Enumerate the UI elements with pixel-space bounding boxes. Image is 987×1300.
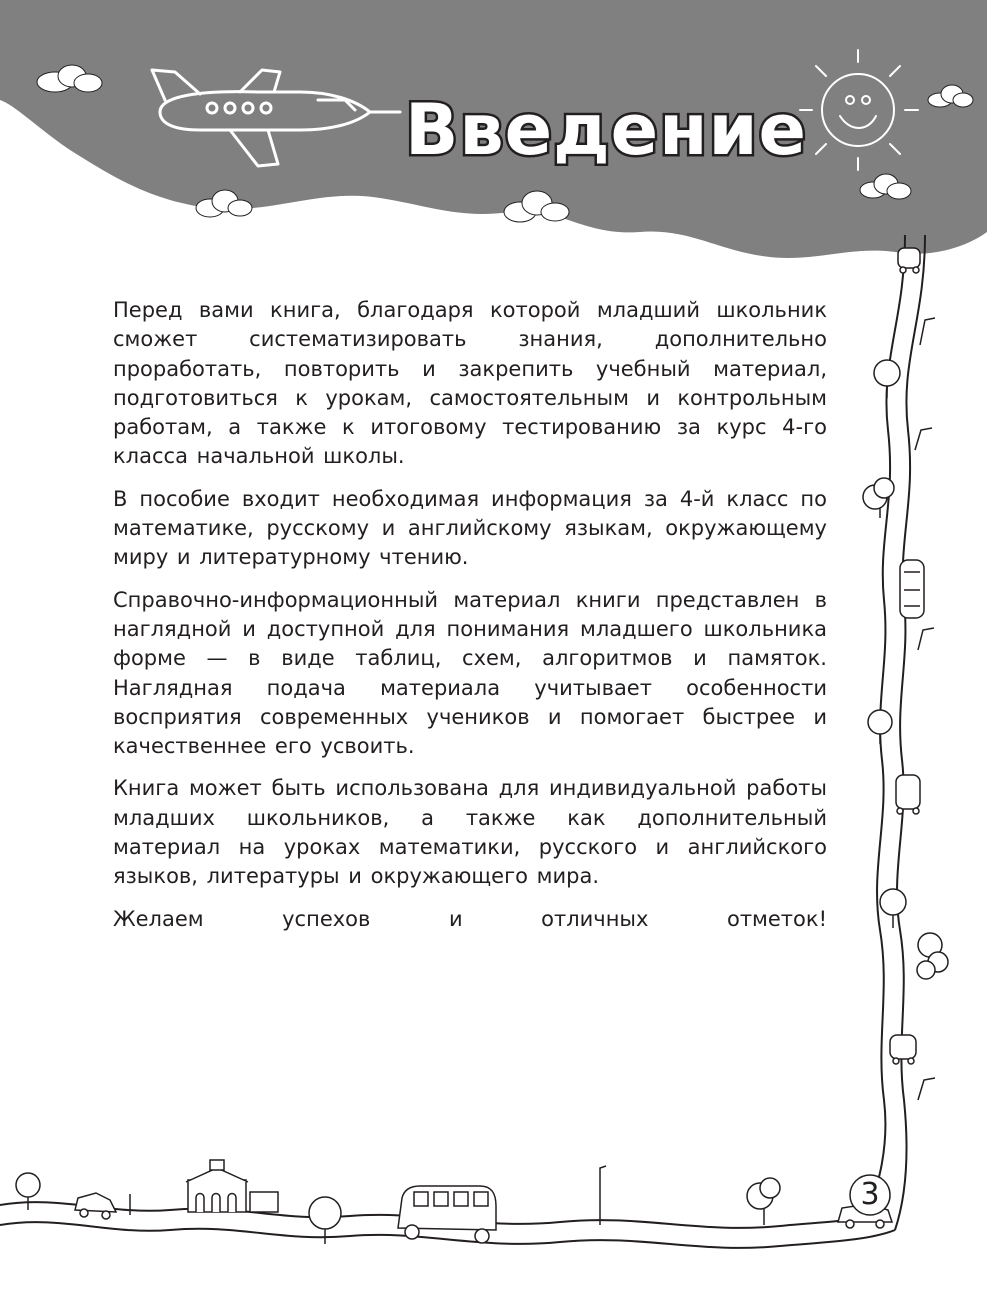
car-icon bbox=[898, 248, 920, 273]
intro-text bbox=[113, 296, 827, 947]
paragraph-2: В пособие входит необходимая информация за 4-й класс по математике, русскому и английскому языкам, окружающему миру и литературному чтению. bbox=[113, 486, 827, 570]
tree-icon bbox=[747, 1178, 780, 1225]
bus-icon bbox=[398, 1186, 496, 1243]
paragraph-4: Книга может быть использована для индивидуальной работы младших школьников, а также как дополнительный материал на уроках математики, русского и английского языков, литературы и окружающего мира. bbox=[113, 776, 827, 889]
tree-icon bbox=[917, 933, 948, 979]
car-icon bbox=[896, 775, 920, 814]
bus-icon bbox=[900, 560, 924, 618]
closing-line: Желаем успехов и отличных отметок! bbox=[113, 906, 827, 931]
page-number: 3 bbox=[860, 1177, 880, 1212]
street-lamp-icon bbox=[915, 318, 935, 1100]
paragraph-3: Справочно-информационный материал книги представлен в наглядной и доступной для понимания младшего школьника форме — в виде таблиц, схем, алгоритмов и памяток. Наглядная подача материала учитывает особенности восприятия современных учеников и помогает быстрее и качественнее его усвоить. bbox=[113, 587, 827, 759]
tree-icon bbox=[874, 360, 900, 398]
paragraph-1: Перед вами книга, благодаря которой младший школьник сможет систематизировать знания, дополнительно проработать, повторить и закрепить учебный материал, подготовиться к урокам, самостоятельным и контрольным работам, а также к итоговому тестированию за курс 4-го класса начальной школы. bbox=[113, 298, 827, 469]
tree-icon bbox=[868, 710, 892, 744]
house-icon bbox=[186, 1160, 278, 1212]
page-title: Введение bbox=[405, 89, 808, 171]
tree-icon bbox=[16, 1173, 40, 1210]
tree-icon bbox=[880, 889, 906, 928]
car-icon bbox=[75, 1193, 116, 1219]
car-icon bbox=[890, 1035, 916, 1064]
